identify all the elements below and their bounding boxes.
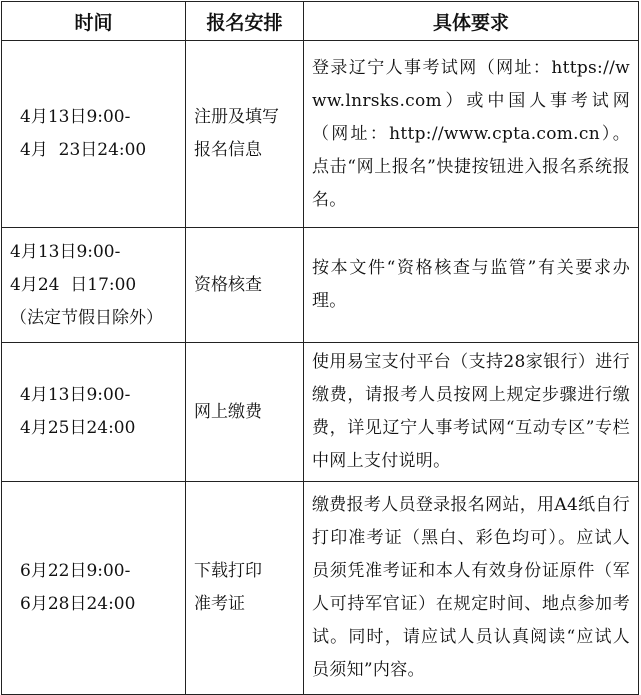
time-end: 6月28日24:00 <box>20 594 136 614</box>
registration-schedule-table <box>1 1 639 695</box>
table-row <box>2 482 639 695</box>
header-row <box>2 2 639 41</box>
requirement-cell <box>304 228 639 343</box>
arrangement-cell <box>186 343 304 482</box>
header-requirements: 具体要求 <box>304 2 639 41</box>
time-cell <box>2 482 186 695</box>
requirement-text: 按本文件“资格核查与监管”有关要求办理。 <box>312 258 630 311</box>
arrangement-line: 报名信息 <box>194 140 262 160</box>
arrangement-cell <box>186 482 304 695</box>
header-arrangement: 报名安排 <box>186 2 304 41</box>
time-start: 6月22日9:00- <box>20 561 131 581</box>
table-row <box>2 41 639 228</box>
arrangement-cell <box>186 41 304 228</box>
requirement-text: 使用易宝支付平台（支持28家银行）进行缴费，请报考人员按网上规定步骤进行缴费，详见辽宁人事考试网“互动专区”专栏中网上支付说明。 <box>312 352 630 471</box>
time-cell <box>2 343 186 482</box>
requirement-cell <box>304 343 639 482</box>
requirement-text: 登录辽宁人事考试网（网址：https://www.lnrsks.com）或中国人事考试网（网址：http://www.cpta.com.cn）。点击“网上报名”快捷按钮进入报名系统报名。 <box>312 57 630 210</box>
time-cell <box>2 228 186 343</box>
requirement-cell <box>304 482 639 695</box>
time-note: （法定节假日除外） <box>10 307 163 328</box>
table-row <box>2 343 639 482</box>
arrangement-cell <box>186 228 304 343</box>
requirement-text: 缴费报考人员登录报名网站，用A4纸自行打印准考证（黑白、彩色均可）。应试人员须凭准考证和本人有效身份证原件（军人可持军官证）在规定时间、地点参加考试。同时，请应试人员认真阅读“应试人员须知”内容。 <box>312 495 630 680</box>
arrangement-line: 注册及填写 <box>194 107 279 127</box>
requirement-cell <box>304 41 639 228</box>
table-row <box>2 228 639 343</box>
time-end: 4月 23日24:00 <box>20 140 147 160</box>
arrangement-line: 资格核查 <box>194 274 262 295</box>
time-start: 4月13日9:00- <box>20 107 131 127</box>
arrangement-line: 网上缴费 <box>194 401 262 422</box>
time-end: 4月24 日17:00 <box>10 274 137 295</box>
arrangement-line: 下载打印 <box>194 561 262 581</box>
header-time: 时间 <box>2 2 186 41</box>
time-end: 4月25日24:00 <box>20 418 136 438</box>
time-start: 4月13日9:00- <box>20 385 131 405</box>
arrangement-line: 准考证 <box>194 594 245 614</box>
time-cell <box>2 41 186 228</box>
time-start: 4月13日9:00- <box>10 241 121 262</box>
